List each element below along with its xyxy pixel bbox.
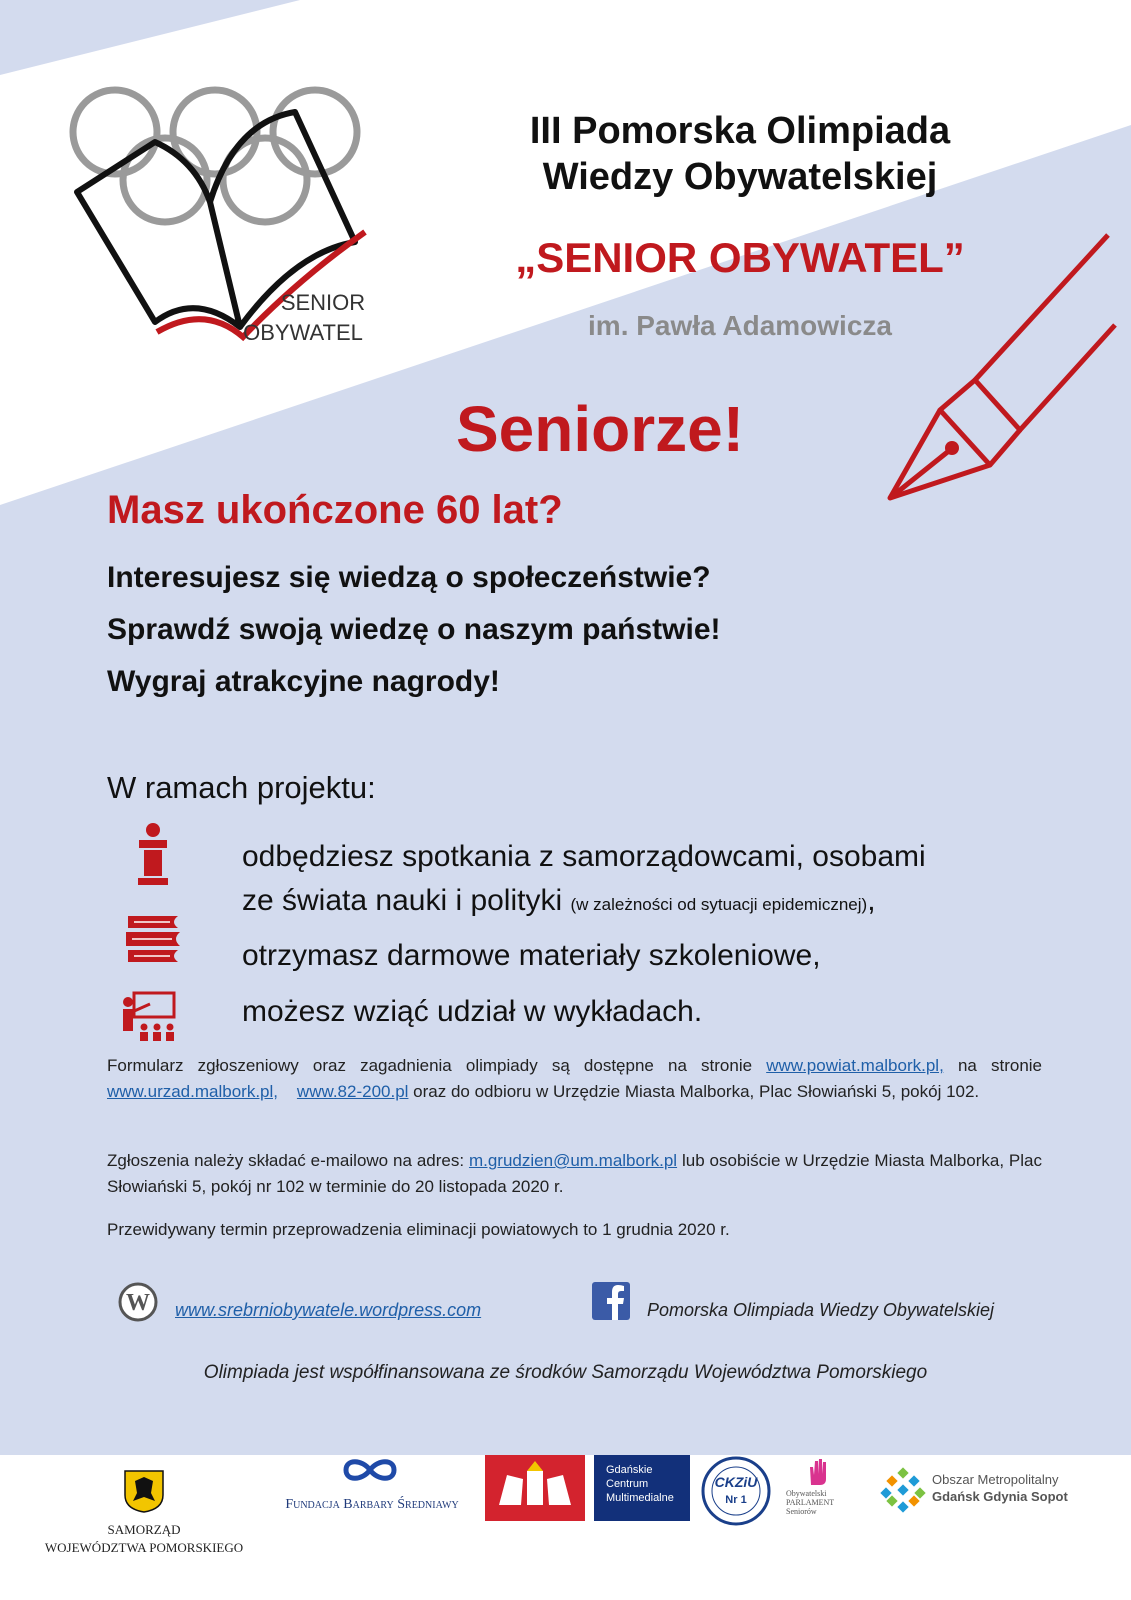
logo-text-line1: SENIOR xyxy=(280,290,366,315)
ckziu-logo xyxy=(700,1455,772,1527)
list-item-lectures: możesz wziąć udział w wykładach. xyxy=(242,995,703,1028)
samorzad-line1: SAMORZĄD xyxy=(107,1522,181,1537)
svg-text:W: W xyxy=(126,1290,150,1316)
fountain-pen-icon xyxy=(880,230,1120,530)
obszar-line2: Gdańsk Gdynia Sopot xyxy=(932,1489,1068,1504)
lead-line: Wygraj atrakcyjne nagrody! xyxy=(107,665,500,698)
gdansk-logo xyxy=(485,1455,585,1521)
meetings-note: (w zależności od sytuacji epidemicznej) xyxy=(570,895,868,914)
wordpress-link[interactable]: www.srebrniobywatele.wordpress.com xyxy=(175,1300,482,1320)
meetings-comma: , xyxy=(867,884,876,917)
funding-note: Olimpiada jest współfinansowana ze środków Samorządu Województwa Pomorskiego xyxy=(203,1362,928,1383)
info-text: Zgłoszenia należy składać e-mailowo na adres: xyxy=(107,1151,469,1170)
gcm-line2: Centrum xyxy=(606,1478,649,1490)
page-title xyxy=(440,108,1040,200)
books-stack-icon xyxy=(122,912,184,966)
meetings-line1: odbędziesz spotkania z samorządowcami, osobami xyxy=(242,840,926,873)
infinity-logo-icon xyxy=(342,1457,398,1483)
info-text: oraz do odbioru w Urzędzie Miasta Malborka, Plac Słowiański 5, pokój 102. xyxy=(408,1082,980,1101)
lecture-icon xyxy=(120,990,180,1044)
wordpress-icon xyxy=(118,1282,158,1322)
info-text: na stronie xyxy=(943,1056,1043,1075)
powiat-link[interactable]: www.powiat.malbork.pl, xyxy=(766,1056,944,1075)
urzad-link[interactable]: www.urzad.malbork.pl, xyxy=(107,1082,279,1101)
info-text: lub osobiście w Urzędzie Miasta Malborka, Plac Słowiański 5, pokój nr 102 w terminie do 20 listopada 2020 r. xyxy=(107,1151,1042,1196)
parlament-logo-text xyxy=(786,1489,856,1516)
speaker-podium-icon xyxy=(135,822,171,886)
info-paragraph-form xyxy=(107,1053,1042,1105)
ckziu-text: CKZiU xyxy=(714,1474,758,1490)
hand-logo-icon xyxy=(806,1457,830,1487)
sponsor-logos xyxy=(0,1455,1131,1600)
ckziu-number: Nr 1 xyxy=(725,1494,747,1506)
gdansk-lions-icon xyxy=(485,1455,585,1521)
parlament-line1: Obywatelski xyxy=(786,1489,827,1498)
list-item-meetings xyxy=(242,835,1042,927)
pomorskie-coat-of-arms-icon xyxy=(123,1469,165,1513)
gcm-line3: Multimedialne xyxy=(606,1492,674,1504)
project-intro: W ramach projektu: xyxy=(107,770,376,805)
facebook-page-name: Pomorska Olimpiada Wiedzy Obywatelskiej xyxy=(647,1300,994,1320)
obszar-line1: Obszar Metropolitalny xyxy=(932,1472,1059,1487)
question-heading: Masz ukończone 60 lat? xyxy=(107,488,563,532)
title-line2: Wiedzy Obywatelskiej xyxy=(542,156,938,198)
title-line1: III Pomorska Olimpiada xyxy=(529,110,951,152)
headline: Seniorze! xyxy=(455,393,745,465)
parlament-line3: Seniorów xyxy=(786,1507,817,1516)
lead-lines xyxy=(107,552,721,708)
patron-line: im. Pawła Adamowicza xyxy=(588,310,892,341)
gcm-logo xyxy=(594,1455,690,1521)
list-item-materials: otrzymasz darmowe materiały szkoleniowe, xyxy=(242,939,821,972)
email-link[interactable]: m.grudzien@um.malbork.pl xyxy=(468,1151,678,1170)
meetings-line2: ze świata nauki i polityki xyxy=(242,884,563,917)
lead-line: Interesujesz się wiedzą o społeczeństwie? xyxy=(107,561,711,594)
gcm-line1: Gdańskie xyxy=(606,1464,653,1476)
facebook-icon xyxy=(592,1282,630,1320)
info-text: Formularz zgłoszeniowy oraz zagadnienia olimpiady są dostępne na stronie xyxy=(107,1056,767,1075)
subtitle: „SENIOR OBYWATEL” xyxy=(515,234,965,281)
samorzad-line2: WOJEWÓDZTWA POMORSKIEGO xyxy=(44,1540,244,1555)
info-paragraph-date: Przewidywany termin przeprowadzenia eliminacji powiatowych to 1 grudnia 2020 r. xyxy=(107,1220,730,1239)
metropolitan-area-icon xyxy=(880,1467,926,1513)
fundacja-logo-text: Fundacja Barbary Średniawy xyxy=(285,1497,459,1512)
samorzad-logo-text xyxy=(30,1521,258,1557)
82-200-link[interactable]: www.82-200.pl xyxy=(296,1082,409,1101)
logo-text-line2: OBYWATEL xyxy=(243,320,363,345)
info-paragraph-submission xyxy=(107,1148,1042,1200)
senior-obywatel-logo xyxy=(65,82,375,352)
lead-line: Sprawdź swoją wiedzę o naszym państwie! xyxy=(107,613,721,646)
obszar-logo-text xyxy=(932,1471,1092,1505)
parlament-line2: PARLAMENT xyxy=(786,1498,835,1507)
